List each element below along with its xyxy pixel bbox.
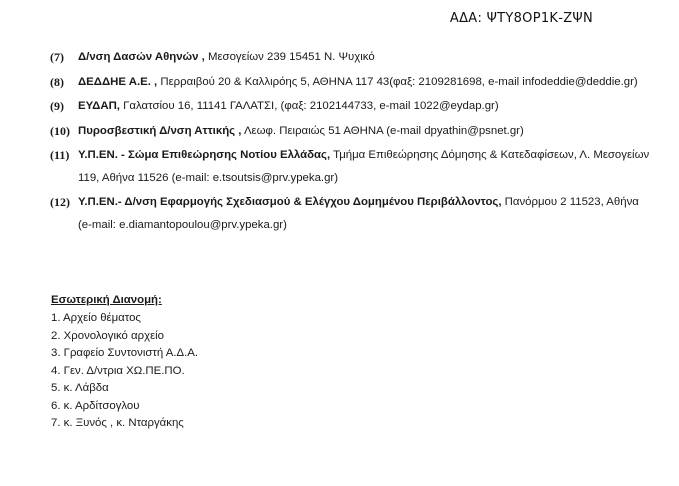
recipient-text [78, 71, 650, 94]
recipient-name: Δ/νση Δασών Αθηνών , [78, 51, 205, 63]
recipient-number: (12) [50, 195, 70, 209]
recipient-details: Τμήμα Επιθεώρησης Δόμησης & Κατεδαφίσεων, Λ. Μεσογείων 119, Αθήνα 11526 (e-mail: e.tsoutsis@prv.ypeka.gr) [78, 149, 650, 184]
recipient-number: (11) [50, 148, 70, 162]
recipient-details: Περραιβού 20 & Καλλιρόης 5, ΑΘΗΝΑ 117 43(φαξ: 2109281698, e-mail infodeddie@deddie.gr) [157, 75, 638, 88]
internal-distribution-heading: Εσωτερική Διανομή: [51, 294, 162, 306]
internal-item: 3. Γραφείο Συντονιστή Α.Δ.Α. [51, 347, 199, 359]
recipient-number: (9) [50, 99, 64, 113]
internal-item: 5. κ. Λάβδα [51, 382, 109, 394]
recipient-name: Υ.Π.ΕΝ. - Σώμα Επιθεώρησης Νοτίου Ελλάδας, [78, 149, 331, 161]
recipient-list [50, 46, 650, 236]
recipient-number: (8) [50, 74, 64, 89]
recipient-item [50, 144, 650, 189]
internal-item: 1. Αρχείο θέματος [51, 312, 141, 324]
recipient-text [78, 46, 650, 69]
recipient-text [78, 95, 650, 118]
recipient-text [78, 120, 650, 143]
recipient-item [50, 120, 650, 143]
recipient-number: (7) [50, 50, 64, 64]
recipient-text [78, 144, 650, 189]
recipient-name: Πυροσβεστική Δ/νση Αττικής , [78, 124, 242, 137]
recipient-name: Υ.Π.ΕΝ.- Δ/νση Εφαρμογής Σχεδιασμού & Ελέγχου Δομημένου Περιβάλλοντος, [78, 196, 502, 208]
internal-item: 6. κ. Αρδίτσογλου [51, 399, 140, 412]
recipient-item [50, 71, 650, 94]
recipient-number: (10) [50, 123, 70, 138]
recipient-details: Μεσογείων 239 15451 Ν. Ψυχικό [204, 51, 375, 63]
recipient-item [50, 191, 650, 236]
recipient-details: Πανόρμου 2 11523, Αθήνα (e-mail: e.diamantopoulou@prv.ypeka.gr) [78, 196, 639, 231]
recipient-item [50, 46, 650, 69]
recipient-details: Γαλατσίου 16, 11141 ΓΑΛΑΤΣΙ, (φαξ: 2102144733, e-mail 1022@eydap.gr) [119, 100, 499, 112]
recipient-item [50, 95, 650, 118]
recipient-details: Λεωφ. Πειραιώς 51 ΑΘΗΝΑ (e-mail dpyathin@psnet.gr) [241, 124, 524, 137]
internal-item: 7. κ. Ξυνός , κ. Νταργάκης [51, 417, 184, 429]
internal-item: 2. Χρονολογικό αρχείο [51, 329, 165, 342]
recipient-name: ΔΕΔΔΗΕ Α.Ε. , [78, 75, 158, 88]
recipient-name: ΕΥΔΑΠ, [78, 100, 120, 112]
ada-code: ΑΔΑ: ΨΤΥ8ΟΡ1Κ-ΖΨΝ [449, 11, 593, 26]
internal-distribution [51, 291, 198, 433]
recipient-text [78, 191, 650, 236]
internal-item: 4. Γεν. Δ/ντρια ΧΩ.ΠΕ.ΠΟ. [51, 364, 185, 377]
